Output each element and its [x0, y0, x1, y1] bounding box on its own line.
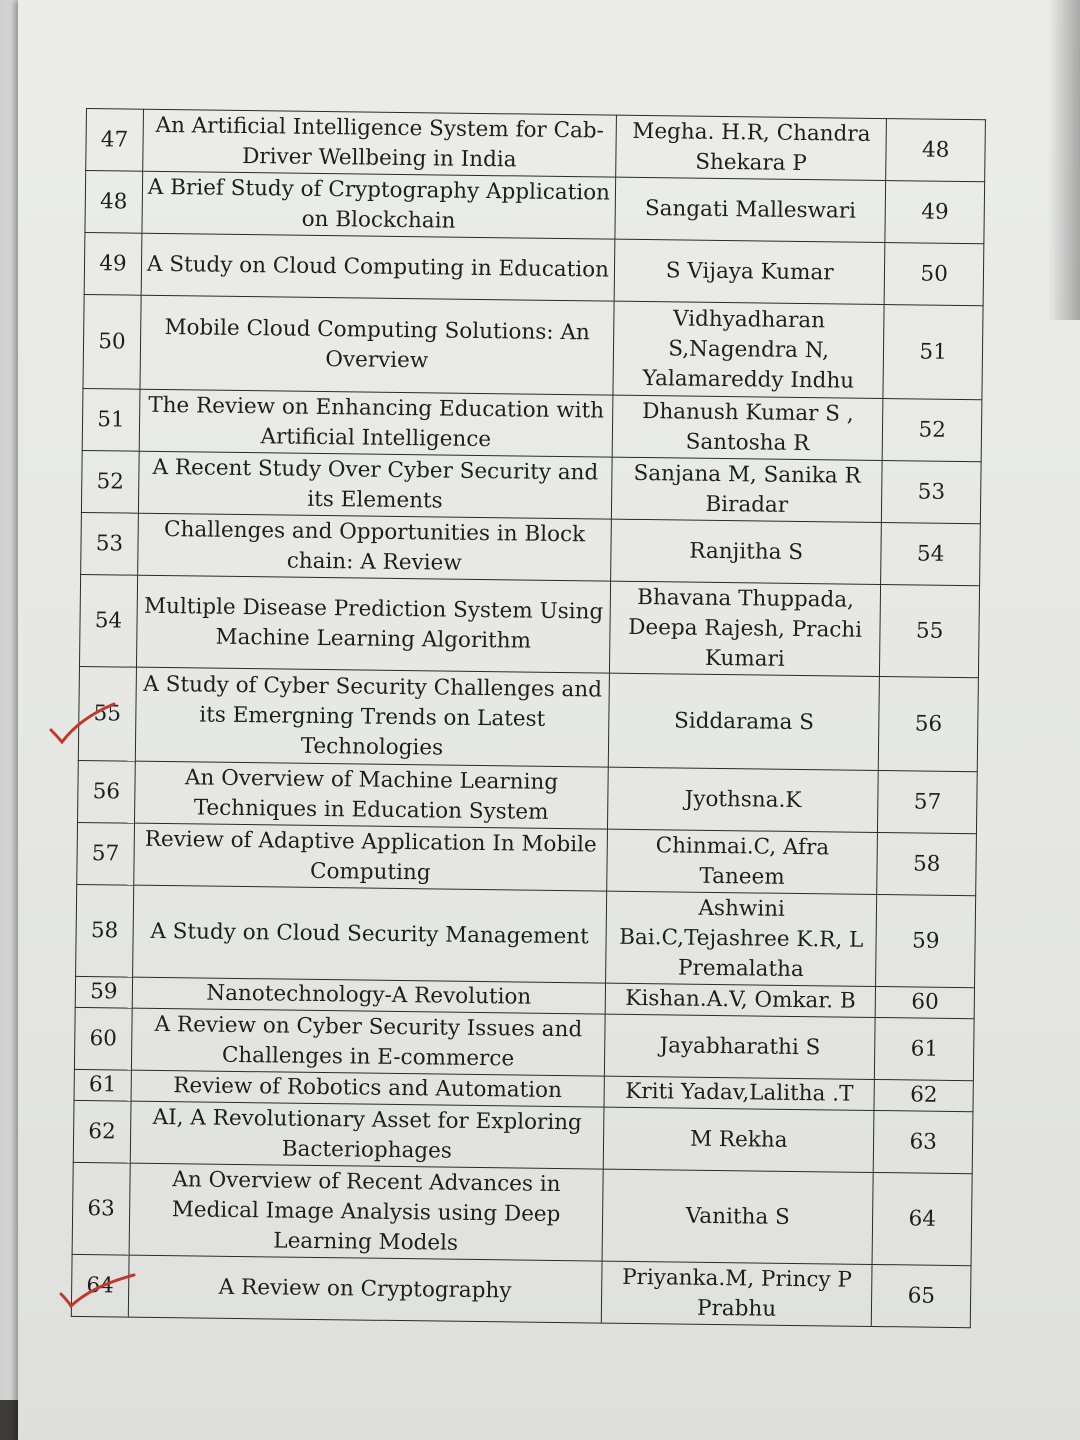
paper-authors: Jyothsna.K [607, 767, 878, 832]
paper-authors: Sanjana M, Sanika R Biradar [611, 457, 882, 522]
table-row [81, 512, 981, 585]
entry-number: 56 [78, 760, 136, 823]
page-number: 49 [885, 181, 984, 244]
table-row [72, 1162, 972, 1265]
paper-authors: Bhavana Thuppada, Deepa Rajesh, Prachi Kumari [609, 581, 881, 676]
table-row [74, 1007, 974, 1080]
paper-authors: Chinmai.C, Afra Taneem [607, 829, 878, 894]
paper-authors: Sangati Malleswari [615, 177, 886, 242]
table-row [85, 171, 985, 244]
paper-authors: Siddarama S [608, 673, 880, 770]
paper-title: Nanotechnology-A Revolution [132, 977, 605, 1014]
tick-stroke-row-64 [61, 1275, 134, 1306]
table-row [82, 388, 982, 461]
entry-number: 48 [85, 171, 143, 234]
paper-title: Multiple Disease Prediction System Using Machine Learning Algorithm [136, 575, 610, 673]
table-row [86, 109, 986, 182]
table-row [71, 1254, 971, 1327]
table-row [79, 574, 979, 677]
table-row [83, 294, 983, 399]
page-number: 54 [881, 523, 980, 586]
entry-number: 52 [81, 450, 139, 513]
paper-title: Challenges and Opportunities in Block chain: A Review [137, 513, 611, 581]
entry-number: 63 [72, 1162, 130, 1255]
entry-number: 53 [81, 512, 139, 575]
table-row [81, 450, 981, 523]
contents-table-body [71, 109, 985, 1328]
table-row [76, 884, 976, 987]
paper-authors: Vidhyadharan S,Nagendra N, Yalamareddy Indhu [613, 301, 885, 398]
paper-title: A Study of Cyber Security Challenges and its Emergning Trends on Latest Technologies [135, 667, 609, 767]
paper-authors: Vanitha S [602, 1169, 874, 1264]
page-number: 62 [874, 1079, 973, 1111]
page-number: 58 [877, 833, 976, 896]
page-number: 50 [884, 243, 983, 306]
page-number: 53 [882, 461, 981, 524]
page-number: 56 [879, 677, 979, 772]
entry-number: 51 [82, 388, 140, 451]
page-number: 63 [874, 1110, 973, 1173]
page-shadow [1048, 0, 1080, 320]
paper-title: A Study on Cloud Computing in Education [141, 233, 615, 301]
paper-authors: Dhanush Kumar S , Santosha R [612, 395, 883, 460]
entry-number: 55 [78, 666, 136, 761]
table-row [77, 822, 977, 895]
table-row [78, 760, 978, 833]
page-number: 61 [875, 1017, 974, 1080]
entry-number: 64 [71, 1254, 129, 1317]
paper-authors: Ashwini Bai.C,Tejashree K.R, L Premalatha [606, 891, 878, 986]
paper-title: An Overview of Machine Learning Techniques in Education System [134, 761, 608, 829]
paper-authors: S Vijaya Kumar [614, 239, 885, 304]
contents-table [71, 108, 986, 1328]
paper-title: A Review on Cyber Security Issues and Challenges in E-commerce [131, 1008, 605, 1076]
paper-authors: Priyanka.M, Princy P Prabhu [601, 1261, 872, 1326]
entry-number: 59 [75, 976, 132, 1008]
entry-number: 54 [79, 574, 137, 667]
page-number: 64 [872, 1172, 972, 1265]
page-number: 51 [883, 305, 983, 400]
paper-authors: M Rekha [603, 1107, 874, 1172]
paper-title: A Review on Cryptography [128, 1255, 602, 1323]
page-number: 60 [876, 986, 975, 1018]
tick-stroke-row-55 [51, 704, 114, 742]
table-row [78, 666, 978, 771]
paper-title: Review of Robotics and Automation [131, 1070, 604, 1107]
paper-title: A Study on Cloud Security Management [132, 885, 606, 983]
page-number: 59 [876, 895, 976, 988]
entry-number: 49 [84, 232, 142, 295]
tick-mark-icon [48, 700, 118, 750]
entry-number: 58 [76, 884, 134, 977]
paper-title: An Overview of Recent Advances in Medical Image Analysis using Deep Learning Models [129, 1163, 603, 1261]
paper-title: A Recent Study Over Cyber Security and its Elements [138, 451, 612, 519]
paper-title: AI, A Revolutionary Asset for Exploring Bacteriophages [130, 1101, 604, 1169]
page-number: 55 [880, 585, 980, 678]
entry-number: 50 [83, 294, 141, 389]
paper-title: Review of Adaptive Application In Mobile Computing [134, 823, 608, 891]
paper-authors: Jayabharathi S [604, 1014, 875, 1079]
entry-number: 62 [73, 1100, 131, 1163]
tick-mark-icon [58, 1272, 138, 1314]
paper-authors: Megha. H.R, Chandra Shekara P [616, 115, 887, 180]
table-row [73, 1100, 973, 1173]
entry-number: 47 [86, 109, 144, 172]
paper-title: Mobile Cloud Computing Solutions: An Overview [140, 295, 614, 395]
paper-title: A Brief Study of Cryptography Application on Blockchain [142, 171, 616, 239]
page-number: 48 [886, 119, 985, 182]
paper-title: The Review on Enhancing Education with Artificial Intelligence [139, 389, 613, 457]
paper-title: An Artificial Intelligence System for Cab-Driver Wellbeing in India [143, 109, 617, 177]
entry-number: 57 [77, 822, 135, 885]
paper-authors: Ranjitha S [611, 519, 882, 584]
page-number: 57 [878, 771, 977, 834]
paper-authors: Kriti Yadav,Lalitha .T [604, 1076, 875, 1110]
document-page [18, 0, 1080, 1440]
entry-number: 61 [74, 1069, 131, 1101]
page-number: 52 [883, 399, 982, 462]
entry-number: 60 [74, 1007, 132, 1070]
page-number: 65 [872, 1264, 971, 1327]
paper-authors: Kishan.A.V, Omkar. B [605, 983, 876, 1017]
table-row [84, 232, 984, 305]
